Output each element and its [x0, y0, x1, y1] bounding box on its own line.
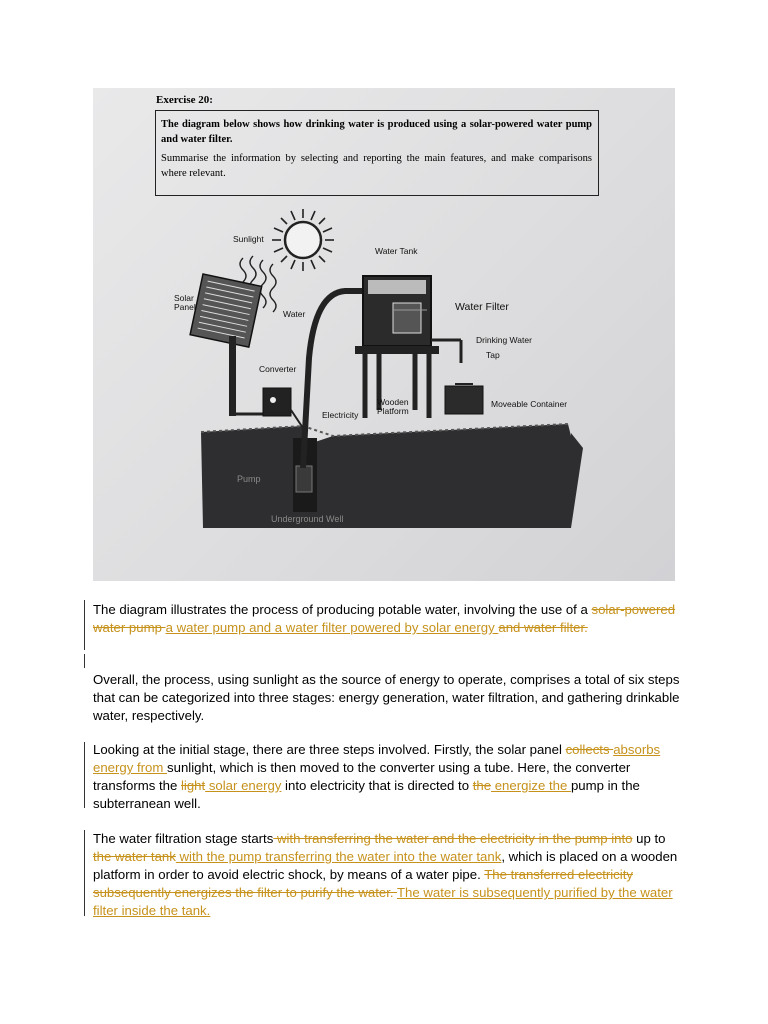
- deletion: solar-powered water pump: [93, 602, 676, 635]
- solar-pump-diagram: [93, 88, 675, 581]
- exercise-title: Exercise 20:: [156, 94, 213, 106]
- label-pump: Pump: [237, 474, 261, 484]
- label-sunlight: Sunlight: [233, 234, 264, 244]
- moveable-container: [445, 386, 483, 414]
- deletion: collects: [565, 742, 614, 757]
- exercise-photo: [93, 88, 675, 581]
- essay-paragraph-2: Overall, the process, using sunlight as the source of energy to operate, comprises a total of six steps that can be categorized into three stages: energy generation, water filtration, and gathering drinkable water, respectively.: [93, 672, 680, 723]
- insertion: solar energy: [205, 778, 282, 793]
- label-converter: Converter: [259, 364, 297, 374]
- insertion: The water is subsequently purified by the water filter inside the tank.: [93, 885, 673, 918]
- deletion: The transferred electricity subsequently energizes the filter to purify the water.: [93, 867, 633, 900]
- label-water-filter: Water Filter: [455, 301, 509, 313]
- label-solar-panel: Solar Panel: [174, 293, 196, 312]
- label-water-tank: Water Tank: [375, 246, 418, 256]
- insertion: absorbs energy from: [93, 742, 661, 775]
- insertion: a water pump and a water filter powered by solar energy: [165, 620, 499, 635]
- deletion: the water tank: [93, 849, 176, 864]
- label-tap: Tap: [486, 350, 500, 360]
- essay-paragraph-4: The water filtration stage starts with transferring the water and the electricity in the pump into up to the water tank with the pump transferring the water into the water tank, which is placed on a wooden platform in order to avoid electric shock, by means of a water pipe. The transferred electricity subsequently energizes the filter to purify the water. The water is subsequently purified by the water filter inside the tank.: [93, 831, 678, 918]
- instruction-plain: Summarise the information by selecting and reporting the main features, and make comparisons where relevant.: [161, 153, 592, 179]
- insertion: energize the: [491, 778, 571, 793]
- label-drinking-water: Drinking Water: [476, 335, 532, 345]
- instruction-bold: The diagram below shows how drinking water is produced using a solar-powered water pump and water filter.: [161, 119, 592, 145]
- deletion: and water filter.: [498, 620, 588, 635]
- label-electricity: Electricity: [322, 410, 359, 420]
- sun-icon: [272, 209, 334, 271]
- label-wooden-platform: Wooden Platform: [377, 397, 409, 416]
- change-bar: [84, 654, 85, 668]
- deletion: with transferring the water and the electricity in the pump into: [273, 831, 633, 846]
- essay-paragraph-3: Looking at the initial stage, there are three steps involved. Firstly, the solar panel collects absorbs energy from sunlight, which is then moved to the converter using a tube. Here, the converter transforms the light solar energy into electricity that is directed to the energize the pump in the subterranean well.: [93, 742, 661, 811]
- label-underground-well: Underground Well: [271, 514, 344, 524]
- essay-paragraph-1: The diagram illustrates the process of producing potable water, involving the use of a solar-powered water pump a water pump and a water filter powered by solar energy and water filter.: [93, 602, 676, 635]
- label-water: Water: [283, 309, 306, 319]
- deletion: light: [180, 778, 206, 793]
- change-bar: [84, 742, 85, 808]
- change-bar: [84, 830, 85, 916]
- insertion: with the pump transferring the water into the water tank: [175, 849, 502, 864]
- converter-box: [263, 388, 291, 416]
- label-moveable-container: Moveable Container: [491, 399, 568, 409]
- solar-panel: [190, 274, 262, 347]
- change-bar: [84, 600, 85, 650]
- deletion: the: [472, 778, 492, 793]
